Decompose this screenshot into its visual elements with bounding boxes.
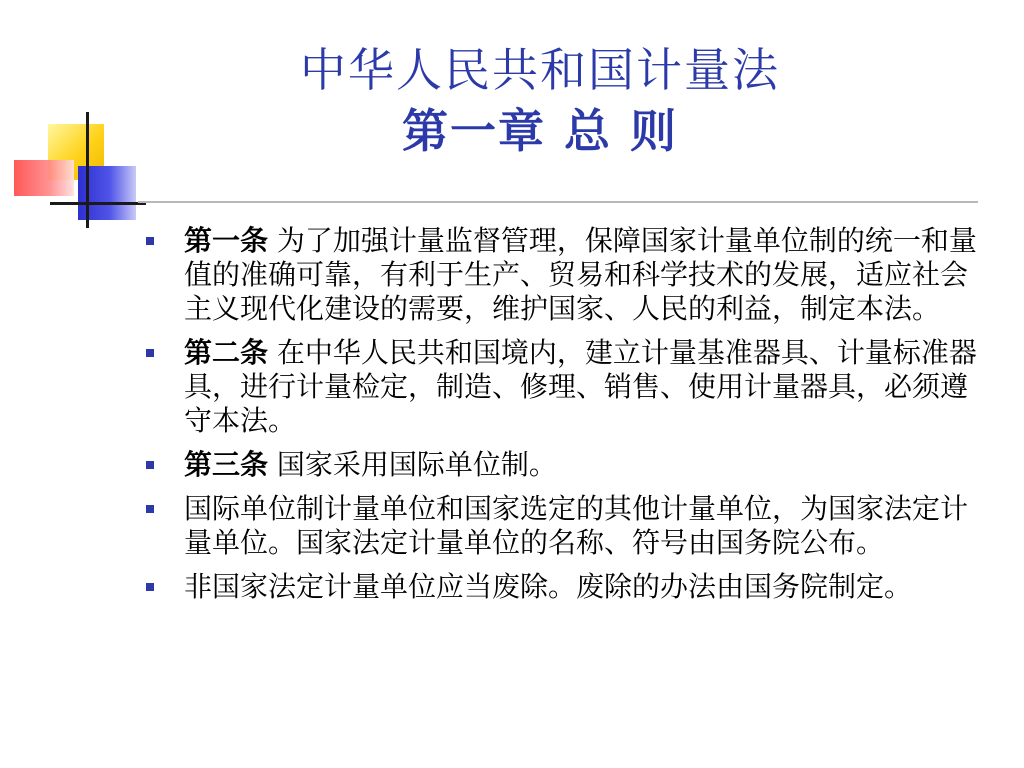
bullet-item-article-2 — [144, 336, 984, 438]
slide-title: 中华人民共和国计量法 — [300, 43, 780, 97]
bullet-item-legal-units — [144, 492, 984, 560]
article-label: 第二条 — [184, 336, 269, 369]
title-block — [160, 40, 920, 162]
bullet-item-article-1 — [144, 224, 984, 326]
article-text: 非国家法定计量单位应当废除。废除的办法由国务院制定。 — [184, 570, 913, 603]
square-bullet-icon — [146, 349, 154, 357]
square-bullet-icon — [146, 583, 154, 591]
title-divider — [138, 201, 978, 203]
square-bullet-icon — [146, 461, 154, 469]
article-text: 在中华人民共和国境内，建立计量基准器具、计量标准器具，进行计量检定，制造、修理、销售、使用计量器具，必须遵守本法。 — [184, 336, 977, 437]
bullet-item-article-3 — [144, 448, 984, 482]
slide-subtitle: 第一章 总 则 — [401, 104, 679, 158]
article-text: 为了加强计量监督管理，保障国家计量单位制的统一和量值的准确可靠，有利于生产、贸易和科学技术的发展，适应社会主义现代化建设的需要，维护国家、人民的利益，制定本法。 — [184, 224, 977, 325]
square-bullet-icon — [146, 237, 154, 245]
horizontal-line-decoration — [50, 202, 146, 205]
bullet-item-abolish-units — [144, 570, 984, 604]
slide-body — [144, 224, 984, 614]
article-label: 第三条 — [184, 448, 269, 481]
vertical-line-decoration — [86, 112, 89, 228]
red-block-decoration — [14, 160, 74, 196]
article-label: 第一条 — [184, 224, 269, 257]
article-text: 国家采用国际单位制。 — [268, 448, 557, 481]
square-bullet-icon — [146, 505, 154, 513]
article-text: 国际单位制计量单位和国家选定的其他计量单位，为国家法定计量单位。国家法定计量单位的名称、符号由国务院公布。 — [184, 492, 969, 559]
bullet-list — [144, 224, 984, 604]
